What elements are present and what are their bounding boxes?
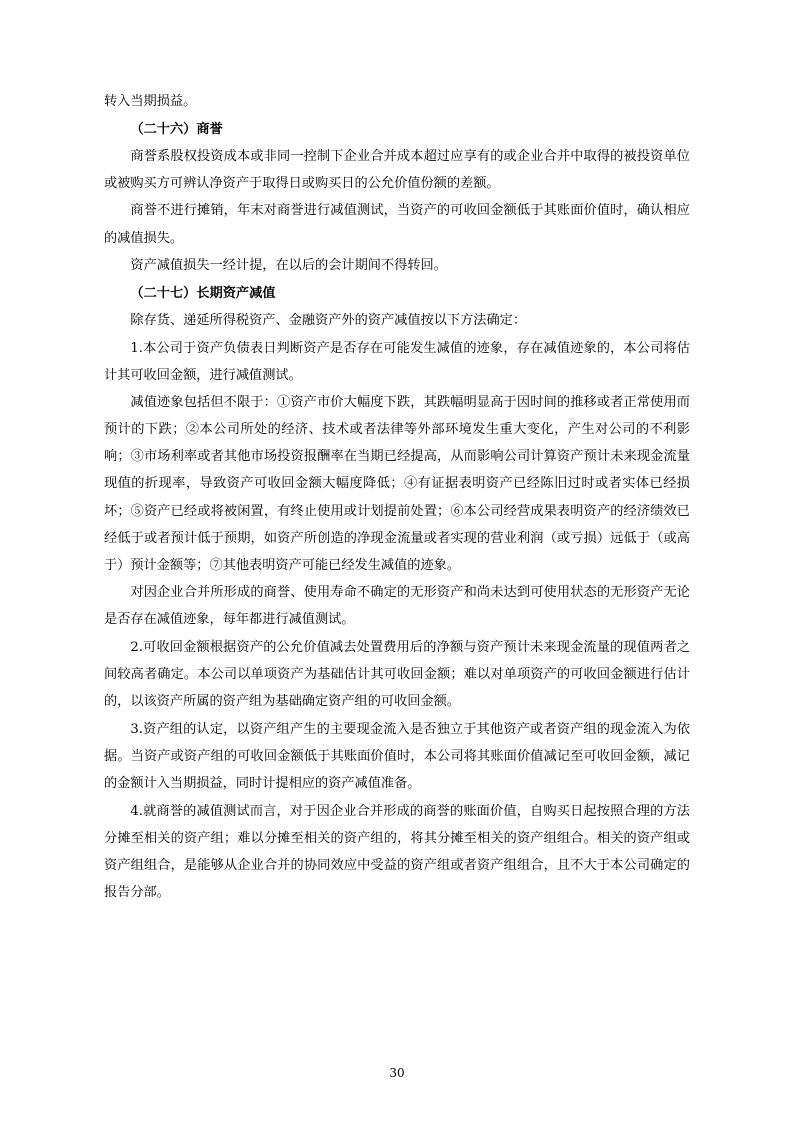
section-heading: （二十七）长期资产减值 [130,285,276,301]
paragraph: 资产减值损失一经计提，在以后的会计期间不得转回。 [130,258,447,274]
paragraph: 4.就商誉的减值测试而言，对于因企业合并形成的商誉的账面价值，自购买日起按照合理的方法分摊至相关的资产组；难以分摊至相关的资产组的，将其分摊至相关的资产组组合。相关的资产组或资产组组合，是能够从企业合并的协同效应中受益的资产组或者资产组组合，且不大于本公司确定的报告分部。 [104,803,690,900]
paragraph: 1.本公司于资产负债表日判断资产是否存在可能发生减值的迹象，存在减值迹象的，本公司将估计其可收回金额，进行减值测试。 [104,340,690,383]
page-number: 30 [389,1066,405,1080]
paragraph: 减值迹象包括但不限于：①资产市价大幅度下跌，其跌幅明显高于因时间的推移或者正常使用而预计的下跌；②本公司所处的经济、技术或者法律等外部环境发生重大变化，产生对公司的不利影响；③市场利率或者其他市场投资报酬率在当期已经提高，从而影响公司计算资产预计未来现金流量现值的折现率，导致资产可收回金额大幅度降低；④有证据表明资产已经陈旧过时或者实体已经损坏；⑤资产已经或将被闲置，有终止使用或计划提前处置；⑥本公司经营成果表明资产的经济绩效已经低于或者预计低于预期，如资产所创造的净现金流量或者实现的营业利润（或亏损）远低于（或高于）预计金额等；⑦其他表明资产可能已经发生减值的迹象。 [104,395,690,573]
section-heading: （二十六）商誉 [130,121,223,137]
paragraph: 2.可收回金额根据资产的公允价值减去处置费用后的净额与资产预计未来现金流量的现值两者之间较高者确定。本公司以单项资产为基础估计其可收回金额；难以对单项资产的可收回金额进行估计的，以该资产所属的资产组为基础确定资产组的可收回金额。 [104,640,690,710]
document-body [104,88,690,906]
paragraph: 商誉不进行摊销，年末对商誉进行减值测试，当资产的可收回金额低于其账面价值时，确认相应的减值损失。 [104,203,690,246]
paragraph: 转入当期损益。 [104,94,197,109]
paragraph: 除存货、递延所得税资产、金融资产外的资产减值按以下方法确定： [130,312,527,328]
paragraph: 商誉系股权投资成本或非同一控制下企业合并成本超过应享有的或企业合并中取得的被投资单位或被购买方可辨认净资产于取得日或购买日的公允价值份额的差额。 [104,148,690,191]
paragraph: 对因企业合并所形成的商誉、使用寿命不确定的无形资产和尚未达到可使用状态的无形资产无论是否存在减值迹象，每年都进行减值测试。 [104,585,690,628]
paragraph: 3.资产组的认定，以资产组产生的主要现金流入是否独立于其他资产或者资产组的现金流入为依据。当资产或资产组的可收回金额低于其账面价值时，本公司将其账面价值减记至可收回金额，减记的金额计入当期损益，同时计提相应的资产减值准备。 [104,721,690,791]
